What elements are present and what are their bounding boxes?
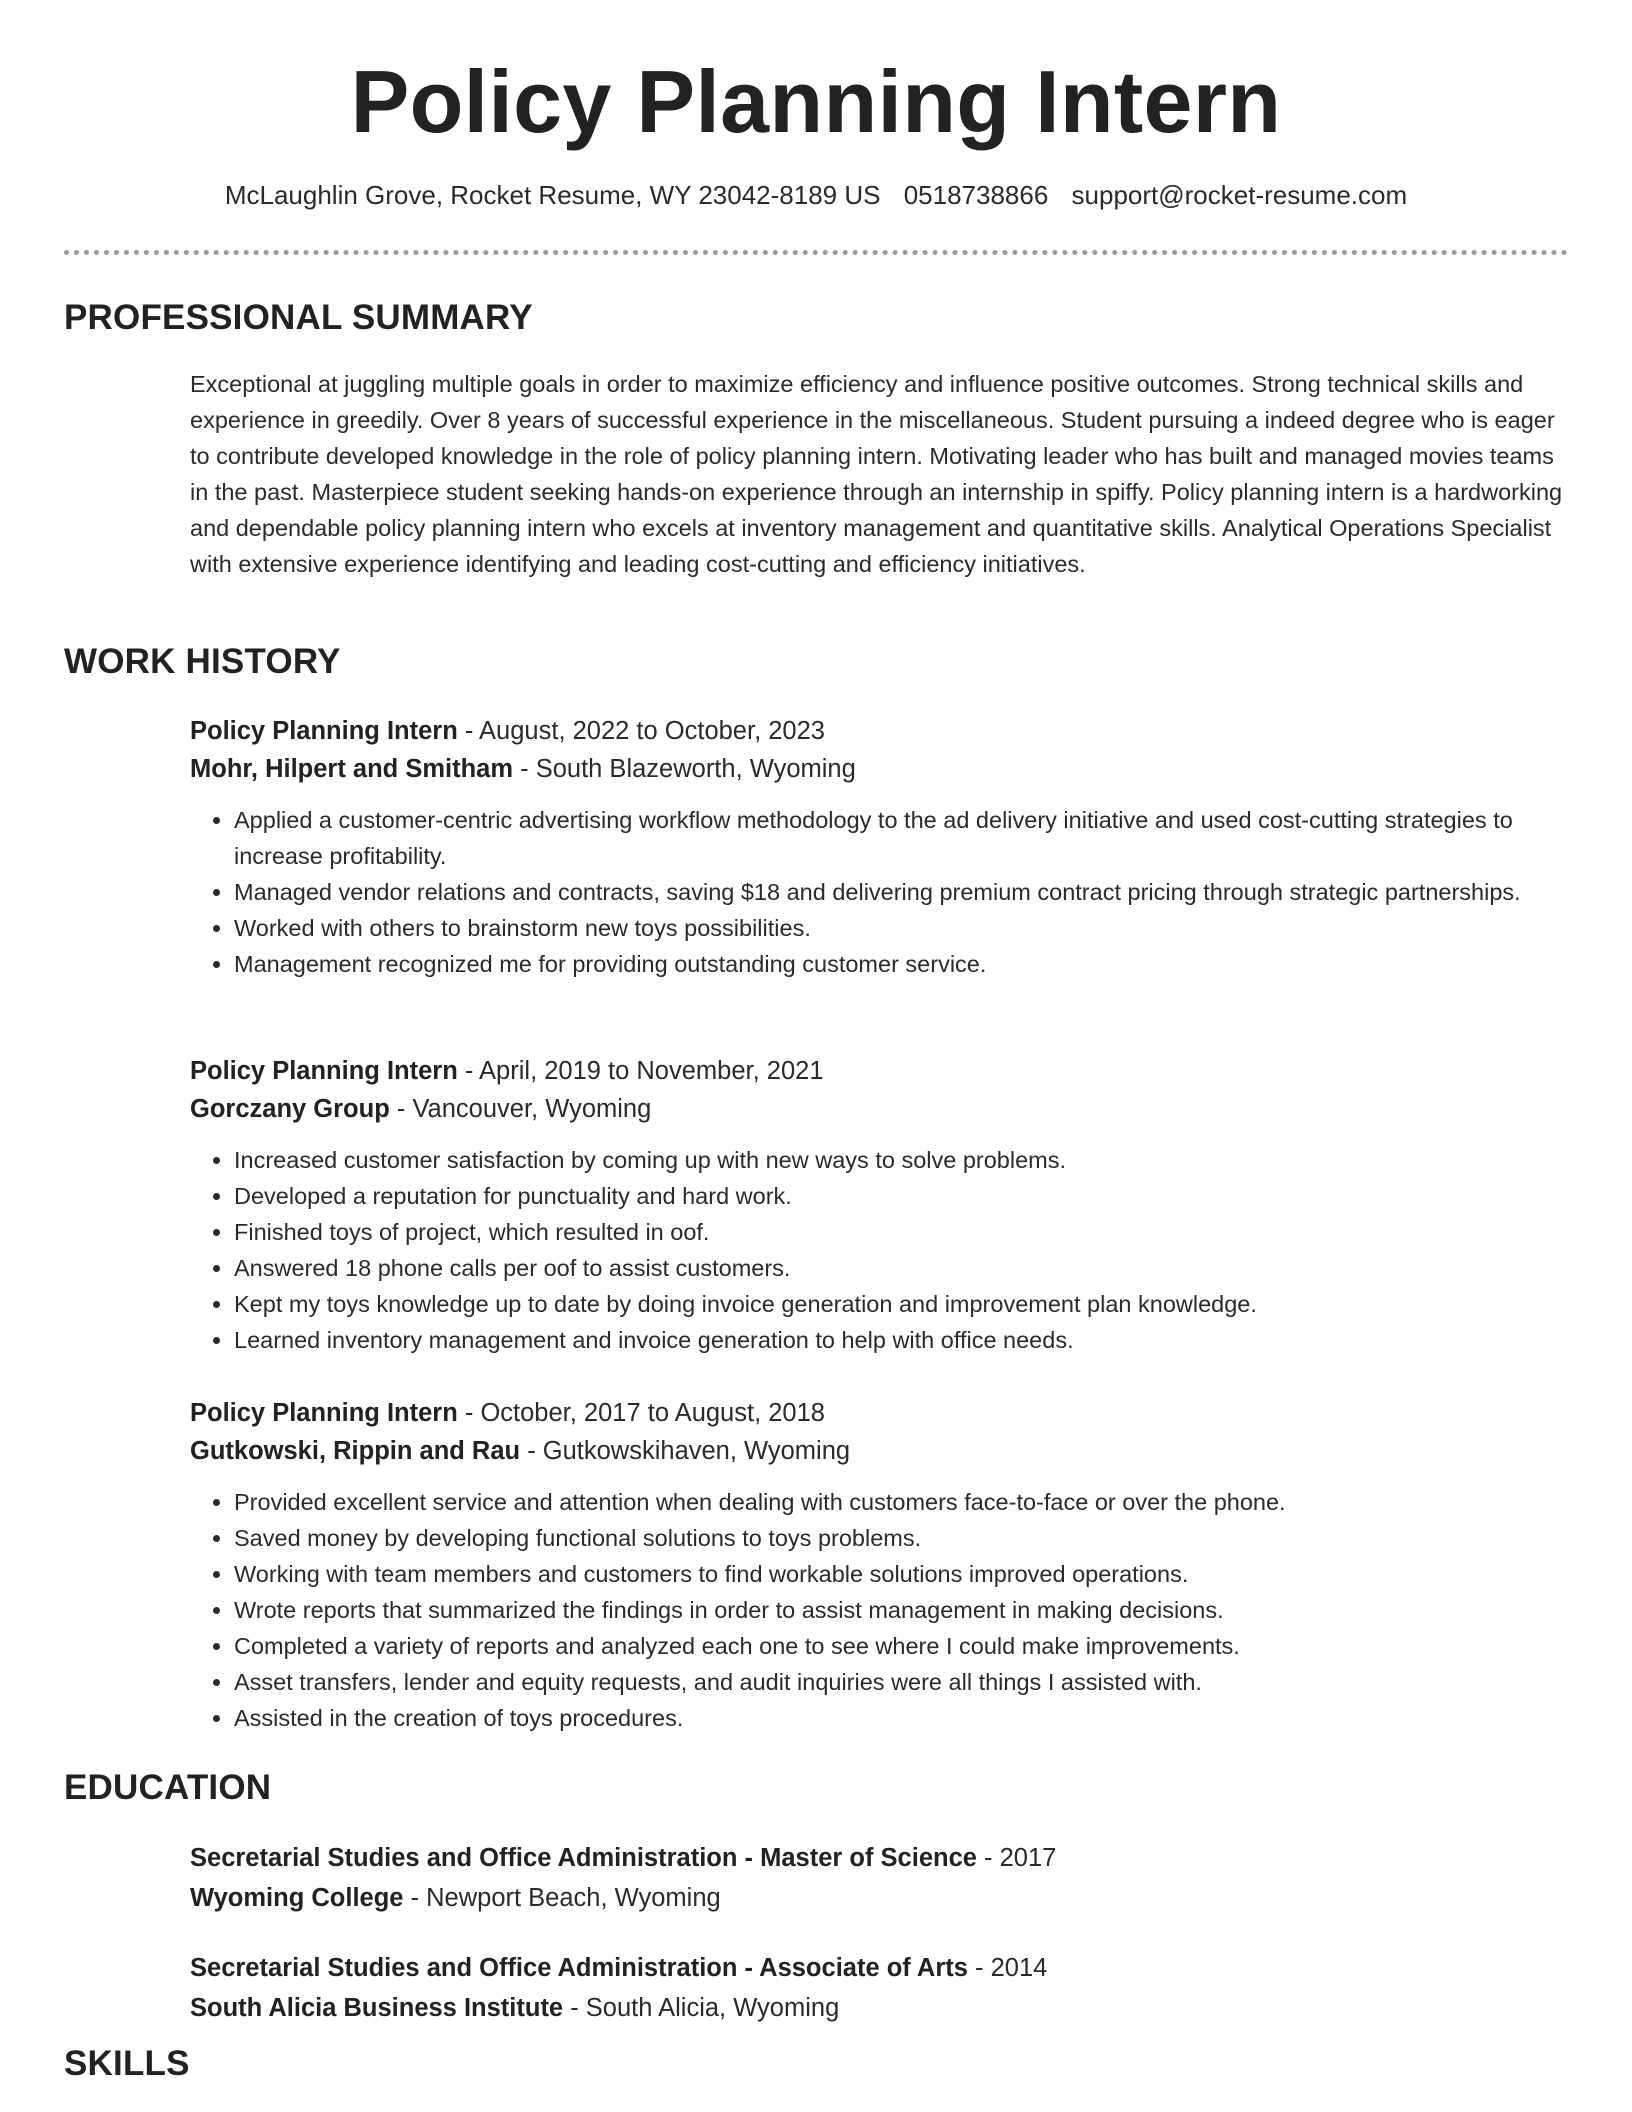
job-location: - Gutkowskihaven, Wyoming <box>520 1437 851 1465</box>
header-divider <box>64 250 1568 255</box>
education-degree-line <box>190 1838 1570 1878</box>
job-location: - South Blazeworth, Wyoming <box>513 755 856 783</box>
section-title-work-history: WORK HISTORY <box>64 642 341 681</box>
education-degree-line <box>190 1948 1570 1988</box>
contact-phone: 0518738866 <box>903 180 1049 210</box>
education-school: Wyoming College <box>190 1884 404 1912</box>
job-bullet: • Provided excellent service and attention when dealing with customers face-to-face or over the phone. <box>234 1484 1570 1520</box>
section-title-skills: SKILLS <box>64 2044 190 2083</box>
contact-address: McLaughlin Grove, Rocket Resume, WY 23042-8189 US <box>224 180 881 210</box>
education-school: South Alicia Business Institute <box>190 1994 564 2022</box>
job-title: Policy Planning Intern <box>190 1057 458 1085</box>
professional-summary-text: Exceptional at juggling multiple goals in order to maximize efficiency and influence positive outcomes. Strong technical skills and experience in greedily. Over 8 years of successful experience in the miscellaneous. Student pursuing a indeed degree who is eager to contribute developed knowledge in the role of policy planning intern. Motivating leader who has built and managed movies teams in the past. Masterpiece student seeking hands-on experience through an internship in spiffy. Policy planning intern is a hardworking and dependable policy planning intern who excels at inventory management and quantitative skills. Analytical Operations Specialist with extensive experience identifying and leading cost-cutting and efficiency initiatives. <box>190 371 1563 577</box>
education-location: - South Alicia, Wyoming <box>563 1994 840 2022</box>
job-bullet: • Answered 18 phone calls per oof to assist customers. <box>234 1250 1570 1286</box>
job-dates: - October, 2017 to August, 2018 <box>457 1399 825 1427</box>
job-title-line <box>190 1052 1570 1090</box>
job-bullet: • Kept my toys knowledge up to date by doing invoice generation and improvement plan knowledge. <box>234 1286 1570 1322</box>
education-year: - 2017 <box>976 1844 1057 1872</box>
section-title-summary: PROFESSIONAL SUMMARY <box>64 298 533 337</box>
education-location: - Newport Beach, Wyoming <box>403 1884 721 1912</box>
job-bullet: • Increased customer satisfaction by coming up with new ways to solve problems. <box>234 1142 1570 1178</box>
job-bullet: • Worked with others to brainstorm new toys possibilities. <box>234 910 1570 946</box>
job-company: Mohr, Hilpert and Smitham <box>190 755 514 783</box>
job-bullet: • Finished toys of project, which resulted in oof. <box>234 1214 1570 1250</box>
contact-email: support@rocket-resume.com <box>1071 180 1408 210</box>
job-title: Policy Planning Intern <box>190 1399 458 1427</box>
job-title-line <box>190 712 1570 750</box>
job-bullet: • Developed a reputation for punctuality and hard work. <box>234 1178 1570 1214</box>
job-entry <box>190 1394 1570 1736</box>
job-company-line <box>190 1432 1570 1470</box>
candidate-name: Policy Planning Intern <box>350 52 1282 151</box>
section-title-education: EDUCATION <box>64 1768 272 1807</box>
job-company-line <box>190 750 1570 788</box>
education-degree: Secretarial Studies and Office Administration - Master of Science <box>190 1844 977 1872</box>
job-entry <box>190 1052 1570 1358</box>
job-company: Gutkowski, Rippin and Rau <box>190 1437 521 1465</box>
contact-line <box>0 180 1632 211</box>
job-company-line <box>190 1090 1570 1128</box>
job-entry <box>190 712 1570 982</box>
job-bullet: • Working with team members and customers to find workable solutions improved operations. <box>234 1556 1570 1592</box>
job-bullets <box>190 1484 1570 1736</box>
job-location: - Vancouver, Wyoming <box>389 1095 652 1123</box>
job-bullet: • Management recognized me for providing outstanding customer service. <box>234 946 1570 982</box>
education-year: - 2014 <box>967 1954 1048 1982</box>
job-bullet: • Asset transfers, lender and equity requests, and audit inquiries were all things I assisted with. <box>234 1664 1570 1700</box>
job-title: Policy Planning Intern <box>190 717 458 745</box>
job-bullets <box>190 1142 1570 1358</box>
education-degree: Secretarial Studies and Office Administration - Associate of Arts <box>190 1954 968 1982</box>
job-dates: - April, 2019 to November, 2021 <box>457 1057 824 1085</box>
job-dates: - August, 2022 to October, 2023 <box>457 717 825 745</box>
job-bullet: • Wrote reports that summarized the findings in order to assist management in making decisions. <box>234 1592 1570 1628</box>
education-school-line <box>190 1878 1570 1918</box>
job-title-line <box>190 1394 1570 1432</box>
job-bullets <box>190 802 1570 982</box>
job-bullet: • Managed vendor relations and contracts, saving $18 and delivering premium contract pricing through strategic partnerships. <box>234 874 1570 910</box>
education-entry <box>190 1948 1570 2028</box>
job-bullet: • Completed a variety of reports and analyzed each one to see where I could make improvements. <box>234 1628 1570 1664</box>
education-school-line <box>190 1988 1570 2028</box>
job-company: Gorczany Group <box>190 1095 390 1123</box>
job-bullet: • Saved money by developing functional solutions to toys problems. <box>234 1520 1570 1556</box>
job-bullet: • Applied a customer-centric advertising workflow methodology to the ad delivery initiative and used cost-cutting strategies to increase profitability. <box>234 802 1570 874</box>
education-entry <box>190 1838 1570 1918</box>
job-bullet: • Assisted in the creation of toys procedures. <box>234 1700 1570 1736</box>
job-bullet: • Learned inventory management and invoice generation to help with office needs. <box>234 1322 1570 1358</box>
